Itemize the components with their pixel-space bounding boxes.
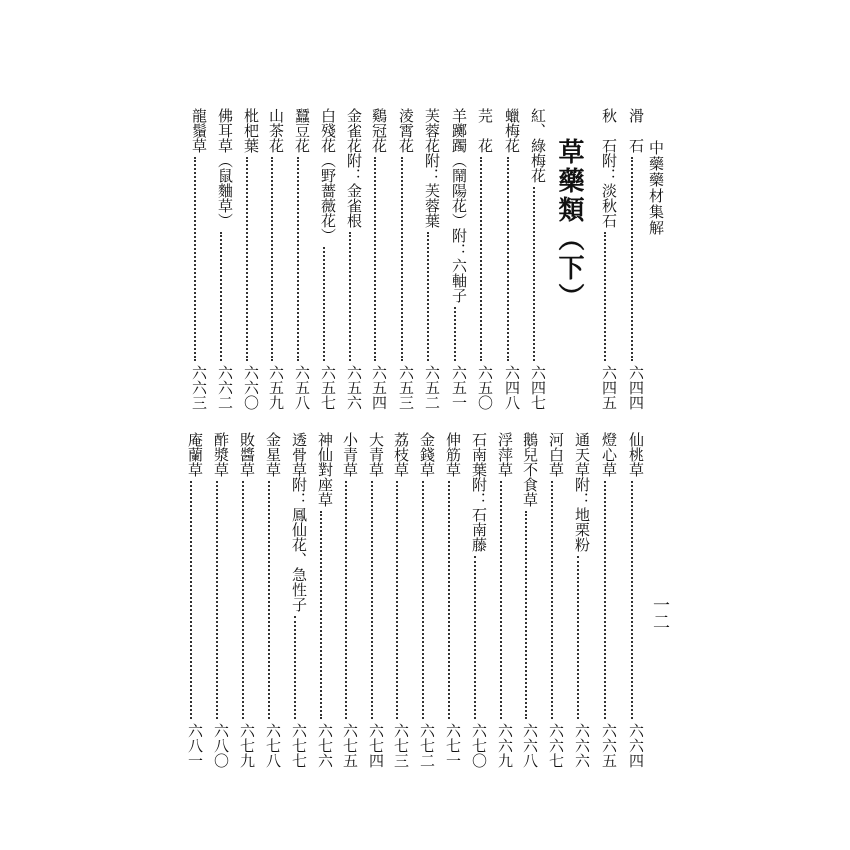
- entry-title: 金錢草: [418, 432, 436, 477]
- entry-page-number: 六四五: [600, 365, 618, 410]
- dot-leader: [400, 157, 403, 361]
- entry-page-number: 六七三: [392, 723, 410, 768]
- entry-page-number: 六七一: [444, 723, 462, 768]
- entry-page-number: 六五七: [319, 365, 337, 410]
- toc-entry: [470, 108, 492, 410]
- toc-entry: [523, 108, 545, 410]
- entry-page-number: 六七八: [264, 723, 282, 768]
- entry-page-number: 六四四: [627, 365, 645, 410]
- entry-title: 燈心草: [600, 432, 618, 477]
- toc-entry: [621, 432, 643, 768]
- dot-leader: [373, 157, 376, 361]
- entry-page-number: 六七〇: [470, 723, 488, 768]
- toc-entry: [258, 432, 280, 768]
- dot-leader: [293, 616, 296, 719]
- entry-title: 大青草: [367, 432, 385, 477]
- entry-page-number: 六六六: [573, 723, 591, 768]
- dot-leader: [603, 481, 606, 719]
- entry-title: 仙桃草: [627, 432, 645, 477]
- entry-page-number: 六八一: [186, 723, 204, 768]
- entry-page-number: 六五〇: [476, 365, 494, 410]
- toc-entry: [261, 108, 283, 410]
- dot-leader: [524, 511, 527, 719]
- entry-title: 蠟梅花: [503, 108, 521, 153]
- dot-leader: [267, 481, 270, 719]
- toc-entry: [621, 108, 643, 410]
- entry-page-number: 六五八: [293, 365, 311, 410]
- entry-title: 紅、綠梅花: [529, 108, 547, 183]
- dot-leader: [426, 232, 429, 361]
- dot-leader: [395, 481, 398, 719]
- entry-page-number: 六六四: [627, 723, 645, 768]
- dot-leader: [344, 481, 347, 719]
- toc-entry: [490, 432, 512, 768]
- dot-leader: [189, 481, 192, 719]
- dot-leader: [473, 556, 476, 719]
- entry-page-number: 六七五: [341, 723, 359, 768]
- dot-leader: [219, 232, 222, 361]
- dot-leader: [245, 157, 248, 361]
- dot-leader: [550, 481, 553, 719]
- entry-title: 枇杷葉: [242, 108, 260, 153]
- toc-entry: [335, 432, 357, 768]
- toc-entry: [464, 432, 486, 768]
- dot-leader: [532, 187, 535, 361]
- entry-page-number: 六五四: [370, 365, 388, 410]
- toc-entry: [232, 432, 254, 768]
- entry-page-number: 六五六: [345, 365, 363, 410]
- entry-title: 滑 石: [627, 108, 645, 153]
- entry-title: 白殘花（野薔薇花）: [319, 108, 337, 243]
- toc-entry: [515, 432, 537, 768]
- dot-leader: [499, 481, 502, 719]
- entry-title: 神仙對座草: [316, 432, 334, 507]
- toc-entry: [310, 432, 332, 768]
- entry-page-number: 六六八: [521, 723, 539, 768]
- entry-title: 金雀花附：金雀根: [345, 108, 363, 228]
- dot-leader: [630, 481, 633, 719]
- entry-page-number: 六七四: [367, 723, 385, 768]
- entry-page-number: 六五九: [267, 365, 285, 410]
- dot-leader: [447, 481, 450, 719]
- toc-entry: [417, 108, 439, 410]
- entry-title: 秋 石附：淡秋石: [600, 108, 618, 228]
- dot-leader: [421, 481, 424, 719]
- entry-title: 佛耳草（鼠麯草）: [216, 108, 234, 228]
- entry-title: 敗醬草: [238, 432, 256, 477]
- dot-leader: [348, 232, 351, 361]
- dot-leader: [215, 481, 218, 719]
- dot-leader: [270, 157, 273, 361]
- entry-page-number: 六四八: [503, 365, 521, 410]
- dot-leader: [576, 556, 579, 719]
- toc-entry: [210, 108, 232, 410]
- dot-leader: [453, 307, 456, 361]
- entry-title: 庵蘭草: [186, 432, 204, 477]
- toc-entry: [361, 432, 383, 768]
- entry-title: 鵝兒不食草: [521, 432, 539, 507]
- entry-page-number: 六六九: [496, 723, 514, 768]
- toc-entry: [541, 432, 563, 768]
- dot-leader: [603, 232, 606, 361]
- toc-entry: [444, 108, 466, 410]
- entry-page-number: 六七二: [418, 723, 436, 768]
- entry-page-number: 六四七: [529, 365, 547, 410]
- entry-title: 金星草: [264, 432, 282, 477]
- toc-entry: [438, 432, 460, 768]
- dot-leader: [319, 511, 322, 719]
- entry-title: 浮萍草: [496, 432, 514, 477]
- entry-page-number: 六五二: [423, 365, 441, 410]
- running-title: 中藥藥材集解: [647, 140, 665, 236]
- toc-entry: [567, 432, 589, 768]
- dot-leader: [241, 481, 244, 719]
- entry-title: 小青草: [341, 432, 359, 477]
- toc-entry: [364, 108, 386, 410]
- toc-entry: [180, 432, 202, 768]
- dot-leader: [630, 157, 633, 361]
- entry-page-number: 六六〇: [242, 365, 260, 410]
- toc-entry: [339, 108, 361, 410]
- entry-title: 淩霄花: [397, 108, 415, 153]
- entry-page-number: 六七九: [238, 723, 256, 768]
- page-number: 一二: [649, 596, 669, 630]
- toc-entry: [391, 108, 413, 410]
- entry-title: 蠶豆花: [293, 108, 311, 153]
- toc-entry: [284, 432, 306, 768]
- entry-title: 龍鬚草: [190, 108, 208, 153]
- entry-title: 石南葉附：石南藤: [470, 432, 488, 552]
- entry-title: 伸筋草: [444, 432, 462, 477]
- toc-entry: [184, 108, 206, 410]
- entry-page-number: 六六五: [600, 723, 618, 768]
- entry-title: 芫 花: [476, 108, 494, 153]
- entry-title: 羊躑躅（鬧陽花）附：六軸子: [450, 108, 468, 303]
- entry-page-number: 六五一: [450, 365, 468, 410]
- toc-entry: [287, 108, 309, 410]
- toc-entry: [594, 432, 616, 768]
- entry-page-number: 六六二: [216, 365, 234, 410]
- entry-title: 酢漿草: [212, 432, 230, 477]
- entry-title: 荔枝草: [392, 432, 410, 477]
- toc-entry: [497, 108, 519, 410]
- entry-page-number: 六八〇: [212, 723, 230, 768]
- entry-page-number: 六七六: [316, 723, 334, 768]
- entry-title: 透骨草附：鳳仙花、急性子: [290, 432, 308, 612]
- dot-leader: [193, 157, 196, 361]
- section-heading: 草藥類（下）: [554, 138, 584, 312]
- entry-title: 芙蓉花附：芙蓉葉: [423, 108, 441, 228]
- dot-leader: [479, 157, 482, 361]
- toc-entry: [206, 432, 228, 768]
- toc-entry: [412, 432, 434, 768]
- entry-page-number: 六七七: [290, 723, 308, 768]
- toc-entry: [313, 108, 335, 410]
- toc-entry: [386, 432, 408, 768]
- dot-leader: [506, 157, 509, 361]
- entry-title: 山茶花: [267, 108, 285, 153]
- entry-title: 通天草附：地栗粉: [573, 432, 591, 552]
- entry-title: 河白草: [547, 432, 565, 477]
- dot-leader: [296, 157, 299, 361]
- dot-leader: [370, 481, 373, 719]
- toc-entry: [594, 108, 616, 410]
- entry-page-number: 六五三: [397, 365, 415, 410]
- entry-title: 鷄冠花: [370, 108, 388, 153]
- entry-page-number: 六六七: [547, 723, 565, 768]
- dot-leader: [322, 247, 325, 361]
- entry-page-number: 六六三: [190, 365, 208, 410]
- toc-entry: [236, 108, 258, 410]
